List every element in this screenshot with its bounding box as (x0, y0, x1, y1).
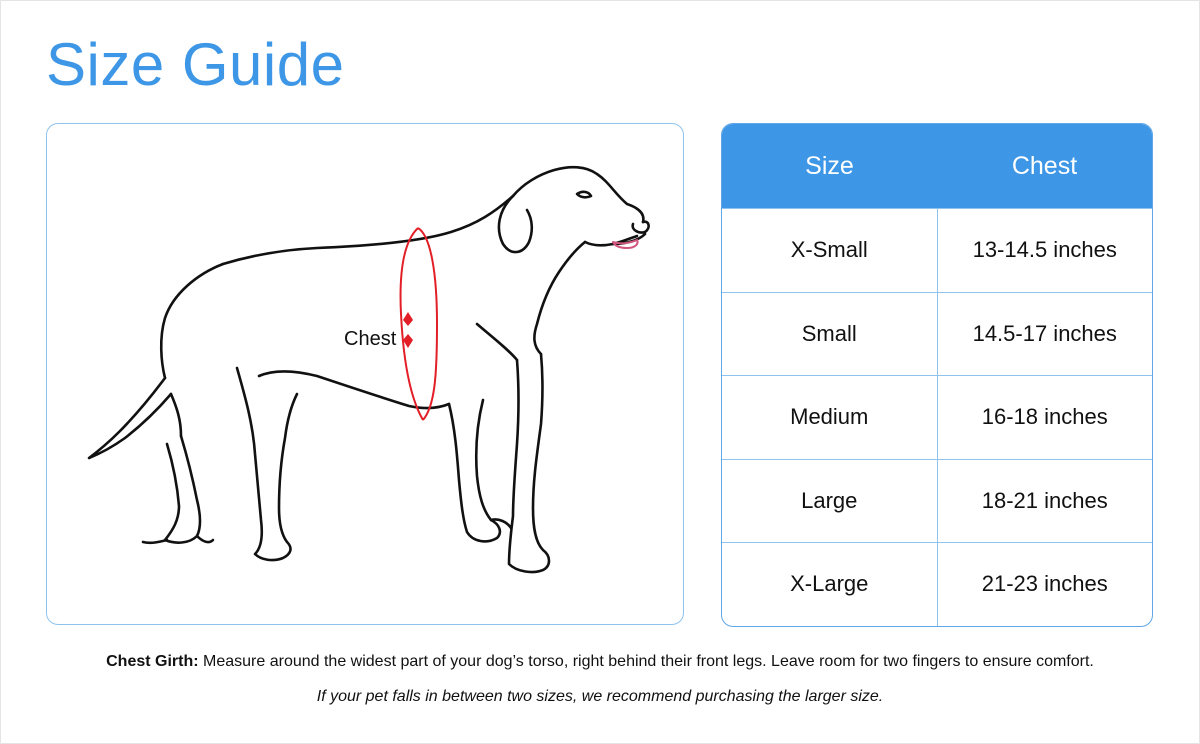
cell-size: X-Small (790, 237, 868, 263)
cell-size: Small (801, 320, 857, 346)
cell-size: X-Large (790, 571, 869, 597)
chest-girth-label: Chest Girth: (106, 653, 199, 670)
cell-size: Large (801, 487, 858, 513)
cell-size: Medium (790, 404, 869, 430)
header-chest: Chest (1011, 151, 1078, 180)
table-row (722, 375, 1152, 459)
cell-chest: 14.5-17 inches (937, 293, 1153, 376)
page-title: Size Guide (46, 31, 345, 98)
cell-chest: 16-18 inches (937, 376, 1153, 459)
dog-illustration-panel (46, 123, 684, 625)
size-recommendation: If your pet falls in between two sizes, we recommend purchasing the larger size. (316, 688, 884, 705)
table-row (722, 292, 1152, 376)
header-size: Size (805, 151, 854, 180)
chest-girth-note (0, 653, 1200, 671)
cell-chest: 13-14.5 inches (937, 209, 1153, 292)
dog-icon (47, 124, 685, 626)
cell-chest: 18-21 inches (937, 460, 1153, 543)
table-header (722, 124, 1152, 208)
size-table (721, 123, 1153, 627)
chest-label: Chest (344, 328, 397, 350)
table-row (722, 542, 1152, 626)
cell-chest: 21-23 inches (937, 543, 1153, 626)
table-row (722, 459, 1152, 543)
table-row (722, 208, 1152, 292)
chest-girth-text: Measure around the widest part of your dog’s torso, right behind their front legs. Leave room for two fingers to ensure comfort. (198, 653, 1094, 670)
